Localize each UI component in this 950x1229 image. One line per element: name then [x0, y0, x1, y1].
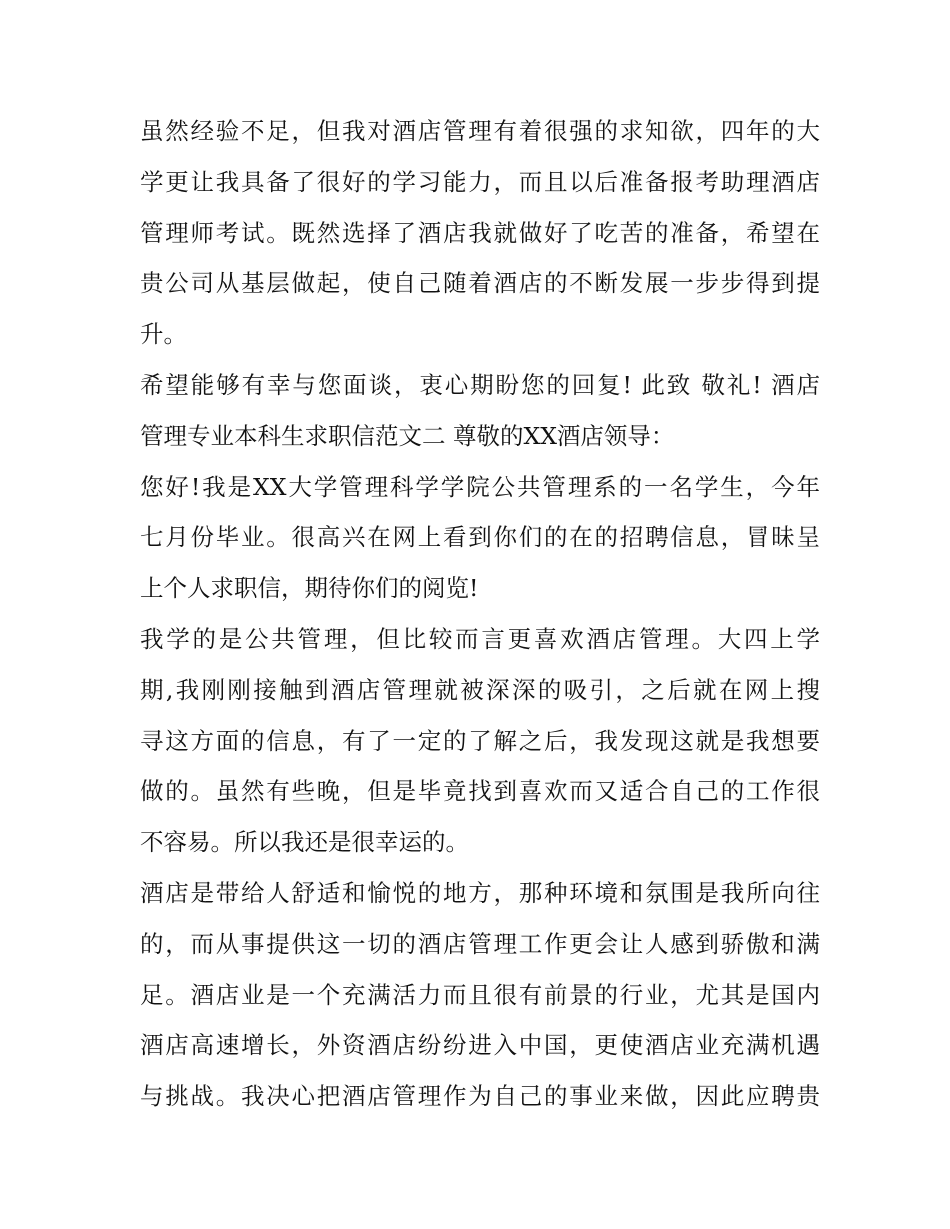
text-line: 足。酒店业是一个充满活力而且很有前景的行业，尤其是国内	[140, 980, 820, 1009]
text-line: 做的。虽然有些晚，但是毕竟找到喜欢而又适合自己的工作很	[140, 777, 820, 806]
text-line: 酒店是带给人舒适和愉悦的地方，那种环境和氛围是我所向往	[140, 878, 820, 907]
letter-body	[140, 106, 820, 1122]
text-line: 虽然经验不足，但我对酒店管理有着很强的求知欲，四年的大	[140, 117, 820, 145]
text-line: 升。	[140, 320, 187, 349]
text-line: 管理专业本科生求职信范文二 尊敬的XX酒店领导：	[140, 421, 675, 450]
text-line: 希望能够有幸与您面谈，衷心期盼您的回复! 此致 敬礼! 酒店	[140, 370, 820, 399]
text-line: 我学的是公共管理，但比较而言更喜欢酒店管理。大四上学	[140, 624, 820, 653]
text-line: 期,我刚刚接触到酒店管理就被深深的吸引，之后就在网上搜	[140, 675, 820, 704]
text-line: 您好!我是XX大学管理科学学院公共管理系的一名学生，今年	[140, 472, 820, 501]
text-line: 学更让我具备了很好的学习能力，而且以后准备报考助理酒店	[140, 167, 820, 196]
text-line: 贵公司从基层做起，使自己随着酒店的不断发展一步步得到提	[140, 269, 820, 298]
text-line: 上个人求职信，期待你们的阅览!	[140, 574, 479, 603]
text-line: 七月份毕业。很高兴在网上看到你们的在的招聘信息，冒昧呈	[140, 523, 820, 552]
text-line: 不容易。所以我还是很幸运的。	[140, 828, 469, 857]
text-line: 酒店高速增长，外资酒店纷纷进入中国，更使酒店业充满机遇	[140, 1031, 820, 1060]
text-line: 与挑战。我决心把酒店管理作为自己的事业来做，因此应聘贵	[140, 1082, 820, 1111]
text-line: 管理师考试。既然选择了酒店我就做好了吃苦的准备，希望在	[140, 218, 820, 247]
text-line: 的，而从事提供这一切的酒店管理工作更会让人感到骄傲和满	[140, 929, 820, 958]
text-line: 寻这方面的信息，有了一定的了解之后，我发现这就是我想要	[140, 726, 820, 755]
